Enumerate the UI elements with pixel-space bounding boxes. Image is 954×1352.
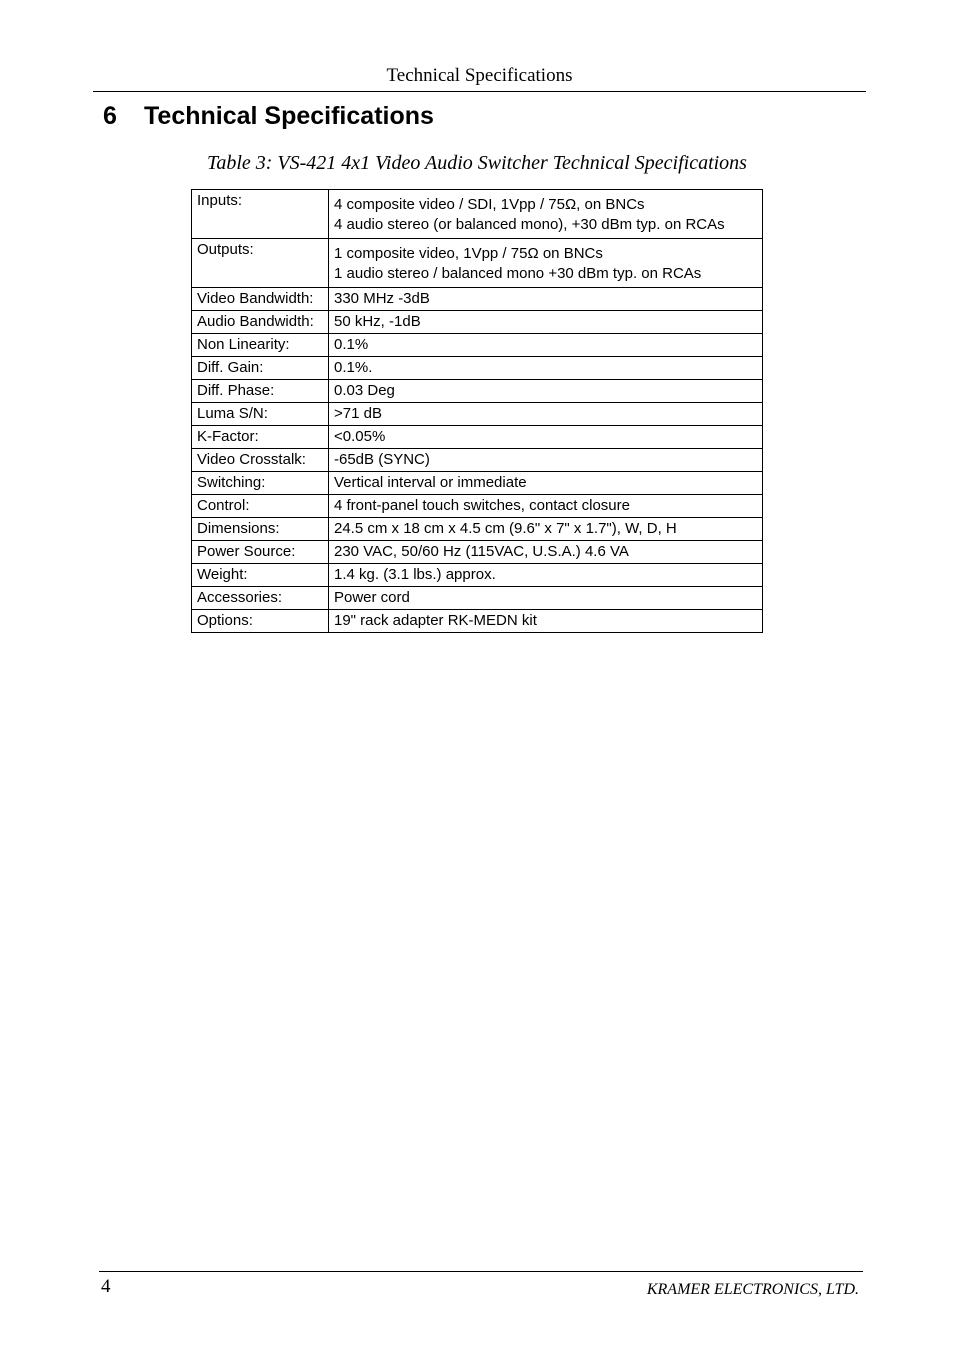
spec-value bbox=[329, 190, 763, 239]
spec-value-line: 330 MHz -3dB bbox=[334, 290, 430, 307]
specifications-table bbox=[191, 189, 763, 633]
spec-value-line: <0.05% bbox=[334, 428, 386, 445]
table-row bbox=[192, 541, 763, 564]
table-row bbox=[192, 610, 763, 633]
table-row bbox=[192, 288, 763, 311]
spec-label: Options: bbox=[192, 610, 329, 633]
spec-label: Power Source: bbox=[192, 541, 329, 564]
table-row bbox=[192, 518, 763, 541]
spec-value bbox=[329, 357, 763, 380]
spec-label: Control: bbox=[192, 495, 329, 518]
table-row bbox=[192, 190, 763, 239]
spec-value-line: Power cord bbox=[334, 589, 410, 606]
table-row bbox=[192, 239, 763, 288]
spec-value-line: 4 front-panel touch switches, contact closure bbox=[334, 497, 630, 514]
spec-value bbox=[329, 541, 763, 564]
spec-label: K-Factor: bbox=[192, 426, 329, 449]
spec-value-line: 0.1%. bbox=[334, 359, 373, 376]
spec-value bbox=[329, 426, 763, 449]
spec-label: Outputs: bbox=[192, 239, 329, 288]
spec-value-line: 19" rack adapter RK-MEDN kit bbox=[334, 612, 537, 629]
section-number: 6 bbox=[103, 102, 117, 130]
spec-value bbox=[329, 311, 763, 334]
spec-value bbox=[329, 472, 763, 495]
spec-label: Dimensions: bbox=[192, 518, 329, 541]
table-row bbox=[192, 357, 763, 380]
spec-value-line: 1 audio stereo / balanced mono +30 dBm typ. on RCAs bbox=[334, 265, 702, 282]
spec-value bbox=[329, 449, 763, 472]
spec-value bbox=[329, 239, 763, 288]
spec-value-line: 1.4 kg. (3.1 lbs.) approx. bbox=[334, 566, 496, 583]
spec-value bbox=[329, 380, 763, 403]
spec-label: Video Bandwidth: bbox=[192, 288, 329, 311]
footer-rule bbox=[99, 1271, 863, 1272]
spec-label: Accessories: bbox=[192, 587, 329, 610]
spec-label: Switching: bbox=[192, 472, 329, 495]
spec-value-line: 4 composite video / SDI, 1Vpp / 75Ω, on BNCs bbox=[334, 196, 645, 213]
spec-value-line: 0.1% bbox=[334, 336, 369, 353]
spec-label: Diff. Gain: bbox=[192, 357, 329, 380]
spec-value-line: 4 audio stereo (or balanced mono), +30 dBm typ. on RCAs bbox=[334, 216, 725, 233]
table-row bbox=[192, 564, 763, 587]
spec-value bbox=[329, 288, 763, 311]
spec-value-line: 0.03 Deg bbox=[334, 382, 395, 399]
spec-value-line: 230 VAC, 50/60 Hz (115VAC, U.S.A.) 4.6 VA bbox=[334, 543, 629, 560]
running-header bbox=[93, 64, 866, 92]
spec-value bbox=[329, 587, 763, 610]
spec-value bbox=[329, 518, 763, 541]
running-header-title: Technical Specifications bbox=[386, 65, 573, 86]
spec-label: Luma S/N: bbox=[192, 403, 329, 426]
spec-value bbox=[329, 495, 763, 518]
spec-value bbox=[329, 403, 763, 426]
spec-value bbox=[329, 610, 763, 633]
table-row bbox=[192, 334, 763, 357]
table-row bbox=[192, 587, 763, 610]
spec-value-line: 24.5 cm x 18 cm x 4.5 cm (9.6" x 7" x 1.7"), W, D, H bbox=[334, 520, 677, 537]
table-row bbox=[192, 403, 763, 426]
table-row bbox=[192, 449, 763, 472]
spec-label: Non Linearity: bbox=[192, 334, 329, 357]
spec-label: Diff. Phase: bbox=[192, 380, 329, 403]
spec-label: Audio Bandwidth: bbox=[192, 311, 329, 334]
specifications-table-body bbox=[192, 190, 763, 633]
spec-value-line: -65dB (SYNC) bbox=[334, 451, 430, 468]
table-caption: Table 3: VS-421 4x1 Video Audio Switcher Technical Specifications bbox=[207, 152, 747, 174]
spec-value bbox=[329, 334, 763, 357]
spec-value-line: Vertical interval or immediate bbox=[334, 474, 527, 491]
section-title: Technical Specifications bbox=[144, 102, 434, 130]
spec-label: Weight: bbox=[192, 564, 329, 587]
section-heading bbox=[103, 99, 434, 133]
spec-label: Inputs: bbox=[192, 190, 329, 239]
table-row bbox=[192, 495, 763, 518]
table-row bbox=[192, 426, 763, 449]
spec-label: Video Crosstalk: bbox=[192, 449, 329, 472]
footer-company-name: KRAMER ELECTRONICS, LTD. bbox=[646, 1281, 859, 1298]
table-row bbox=[192, 380, 763, 403]
page-number: 4 bbox=[101, 1276, 111, 1297]
table-row bbox=[192, 311, 763, 334]
spec-value-line: 50 kHz, -1dB bbox=[334, 313, 421, 330]
spec-value-line: >71 dB bbox=[334, 405, 382, 422]
spec-value bbox=[329, 564, 763, 587]
table-row bbox=[192, 472, 763, 495]
spec-value-line: 1 composite video, 1Vpp / 75Ω on BNCs bbox=[334, 245, 603, 262]
